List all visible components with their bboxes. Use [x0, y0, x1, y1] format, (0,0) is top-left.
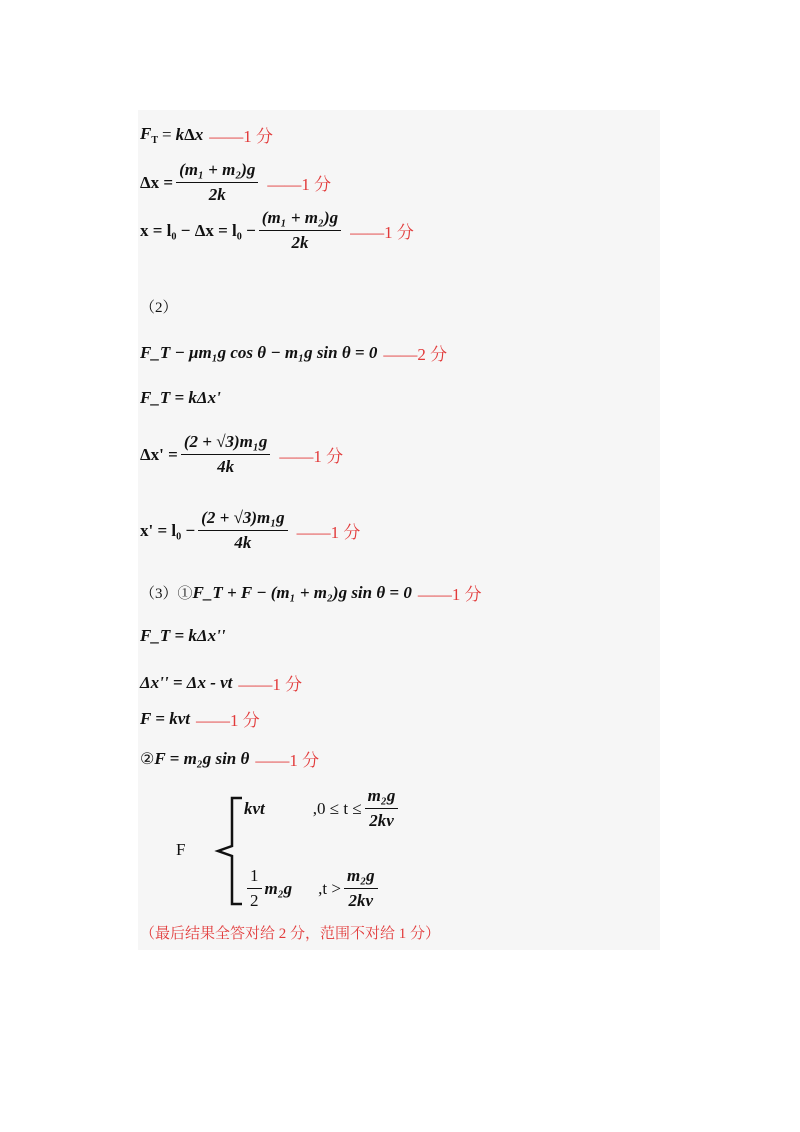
- fraction: $\frac{\text{(m₁ + m₂)g}}{2k}$: [176, 160, 258, 205]
- equation-part-3-1: （3）① F_T + F − (m₁ + m₂)g sin θ = 0 ——1 分: [140, 580, 482, 605]
- equation-delta-x: Δx = $\frac{\text{(m₁ + m₂)g}}{2k}$ ——1 分: [140, 160, 332, 204]
- fraction: $\frac{\text{m₂g}}{2kv}$: [365, 786, 399, 831]
- equation-force-balance: F_T − μm₁g cos θ − m₁g sin θ = 0 ——2 分: [140, 340, 447, 365]
- score-label: ——1 分: [255, 751, 320, 770]
- fraction: $\frac{\text{(2 + √3)m₁g}}{4k}$: [181, 432, 271, 477]
- score-label: ——1 分: [196, 711, 260, 730]
- equation-x: x = l₀ − Δx = l₀ − $\frac{\text{(m₁ + m₂)g}}{2k}$ ——1 分: [140, 208, 414, 252]
- equation-delta-x-prime: Δx' = $\frac{\text{(2 + √3)m₁g}}{4k}$ ——1 分: [140, 432, 344, 476]
- score-label: ——1 分: [267, 175, 332, 194]
- piecewise-case-2: $\frac{1}{2}$ m₂g ,t > $\frac{\text{m₂g}}{2kv}$: [244, 866, 381, 911]
- equation-x-prime: x' = l₀ − $\frac{\text{(2 + √3)m₁g}}{4k}$ ——1 分: [140, 508, 361, 552]
- equation-ft-2: F_T = kΔx': [140, 388, 221, 407]
- grading-note: （最后结果全答对给 2 分，范围不对给 1 分）: [140, 926, 441, 942]
- part-2-label: （2）: [140, 300, 178, 316]
- score-label: ——1 分: [209, 127, 274, 146]
- score-label: ——1 分: [296, 523, 361, 542]
- score-label: ——1 分: [238, 675, 303, 694]
- equation-ft: $F_T$ = k Δ x ——1 分: [140, 123, 274, 146]
- score-label: ——1 分: [350, 223, 414, 242]
- equation-ft-3: F_T = kΔx'': [140, 626, 226, 645]
- fraction: $\frac{\text{(2 + √3)m₁g}}{4k}$: [198, 508, 288, 553]
- fraction: $\frac{\text{(m₁ + m₂)g}}{2k}$: [259, 208, 341, 253]
- piecewise-case-1: kvt ,0 ≤ t ≤ $\frac{\text{m₂g}}{2kv}$: [244, 786, 401, 831]
- score-label: ——1 分: [417, 585, 482, 604]
- score-label: ——2 分: [383, 345, 448, 364]
- equation-part-3-2: ② F = m₂g sin θ ——1 分: [140, 746, 319, 771]
- fraction: $\frac{1}{2}$: [247, 866, 262, 911]
- piecewise-label: F: [176, 840, 186, 859]
- equation-f-kvt: F = kvt ——1 分: [140, 706, 260, 731]
- fraction: $\frac{\text{m₂g}}{2kv}$: [344, 866, 378, 911]
- score-label: ——1 分: [279, 447, 344, 466]
- equation-delta-x-double-prime: Δx'' = Δx - vt ——1 分: [140, 670, 302, 695]
